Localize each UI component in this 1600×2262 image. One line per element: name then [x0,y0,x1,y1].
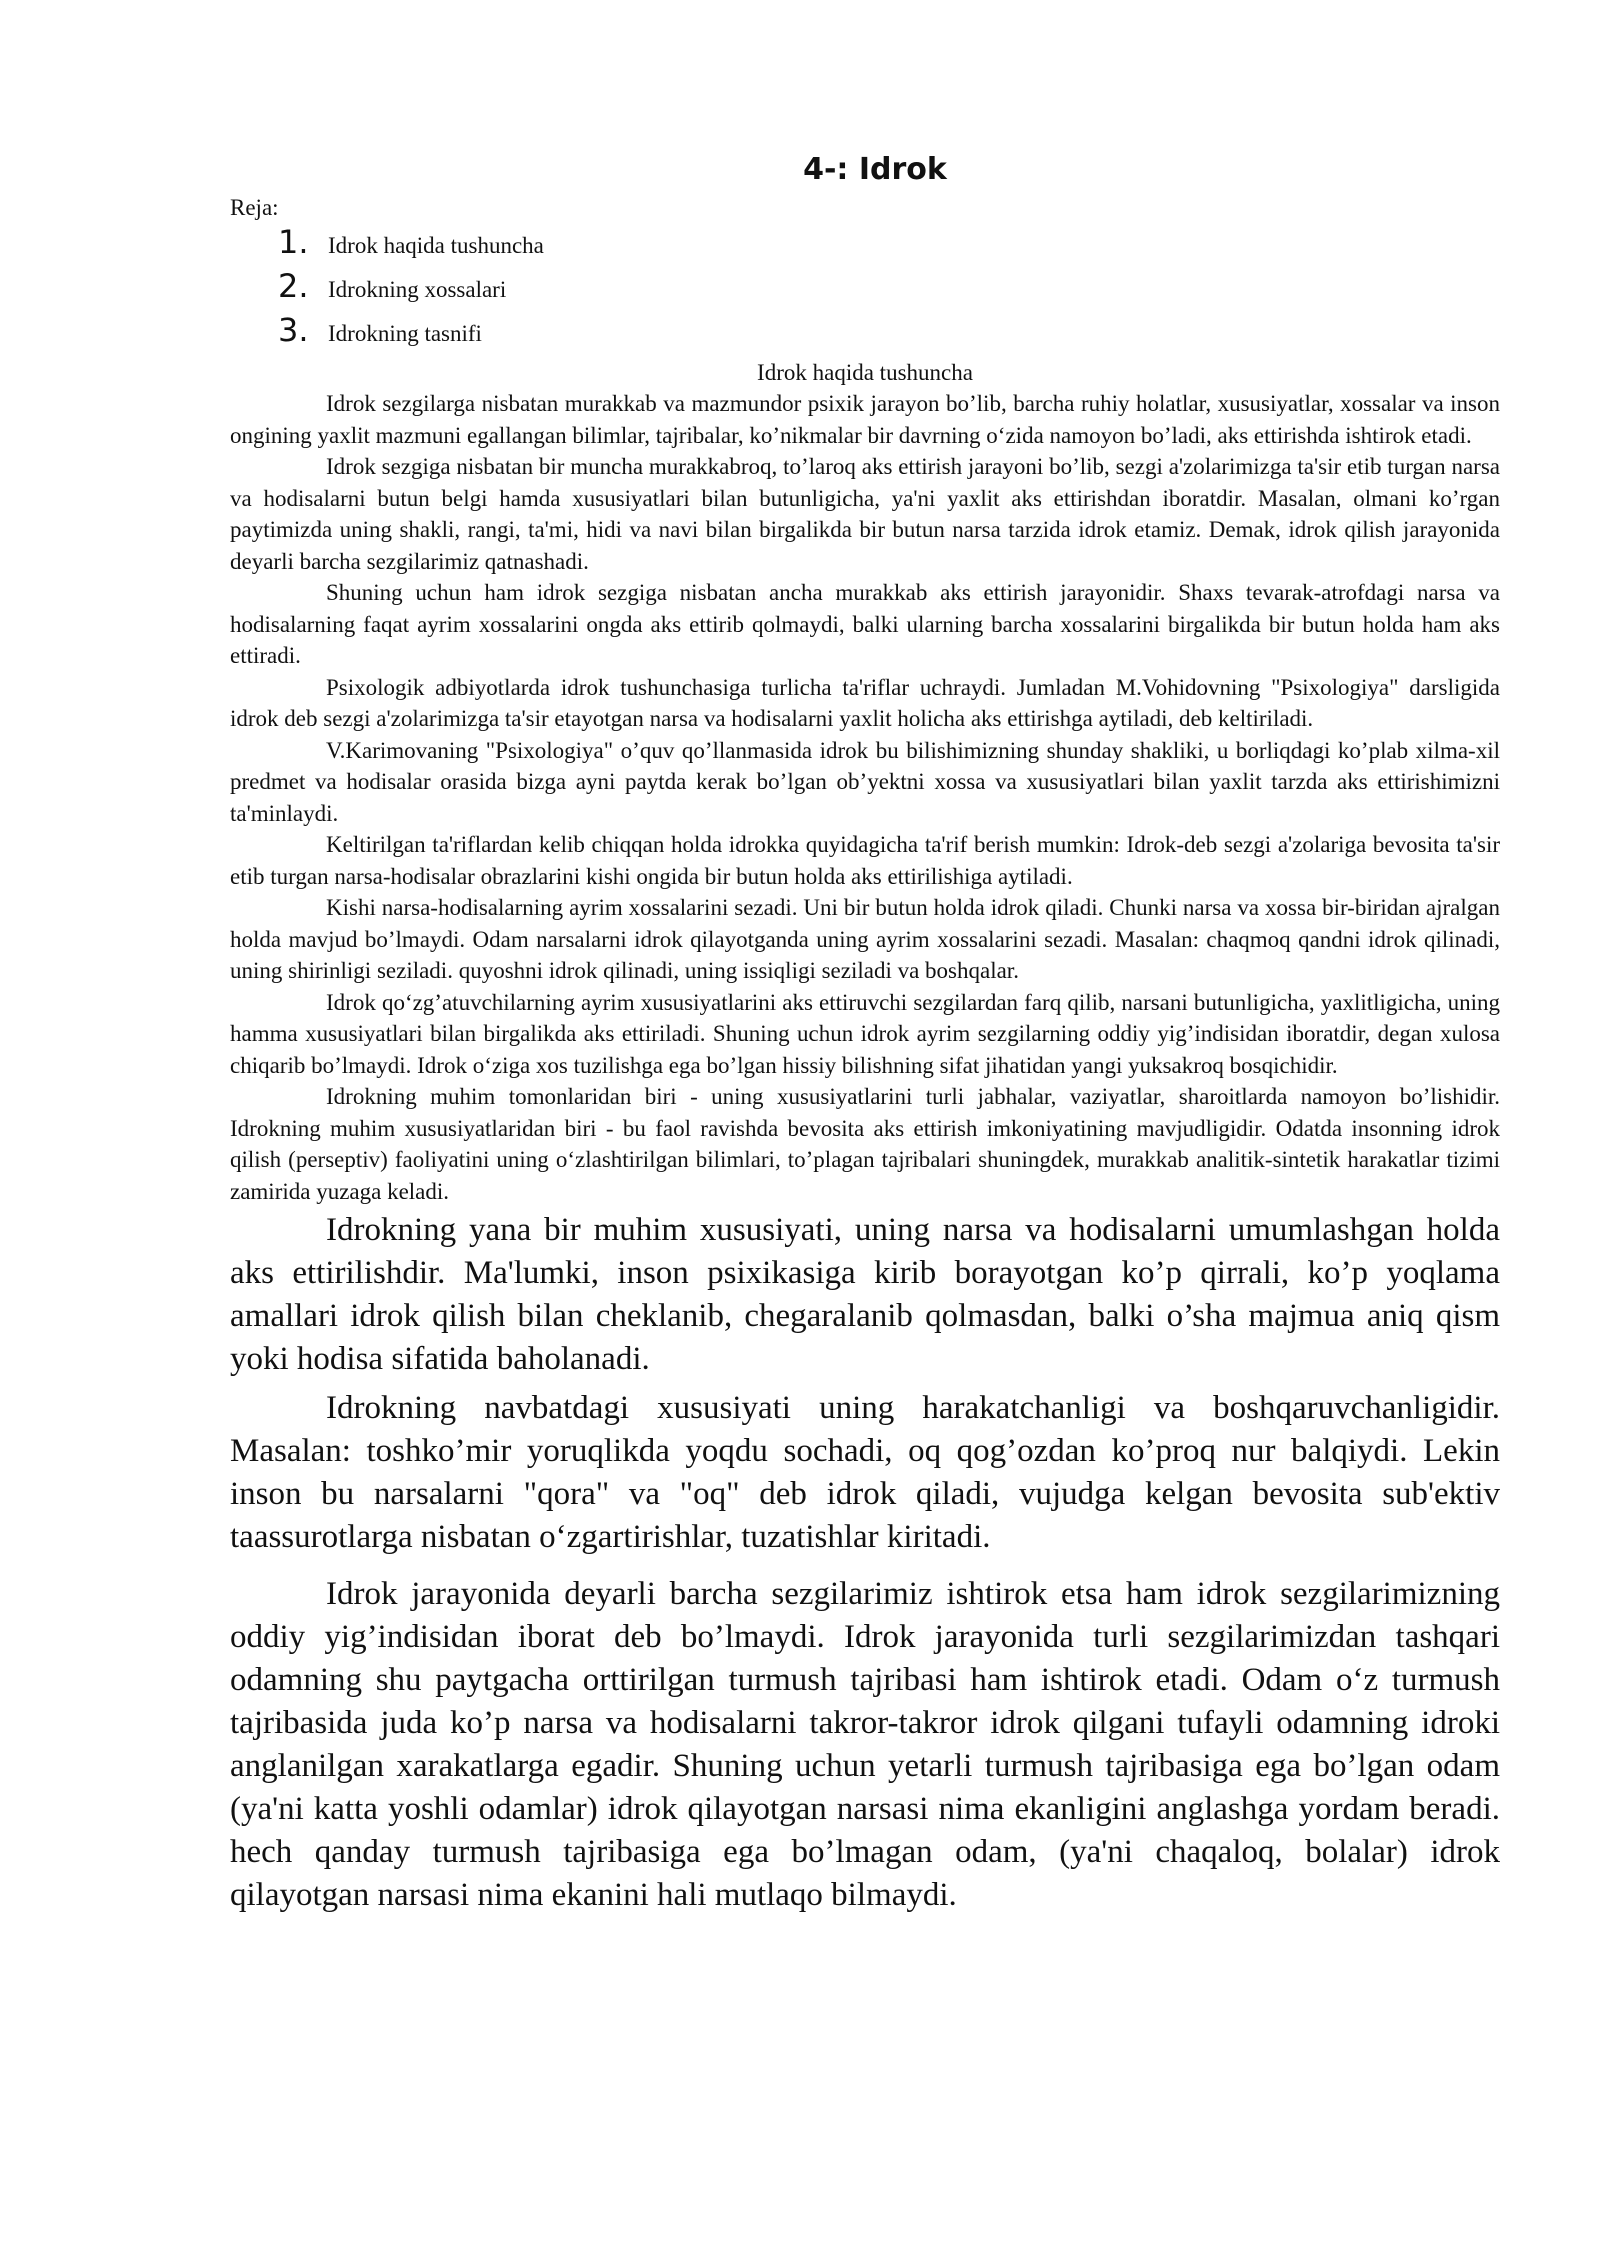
plan-item-number: 3. [278,311,309,349]
document-title: 4-: Idrok [803,152,947,187]
body-paragraph: Idrok sezgilarga nisbatan murakkab va mazmundor psixik jarayon bo’lib, barcha ruhiy holatlar, xususiyatlar, xossalar va inson ongining yaxlit mazmuni egallangan bilimlar, tajribalar, ko’nikmalar bir davrning o‘zida namoyon bo’ladi, aks ettirishda ishtirok etadi. [230,391,1500,448]
body-paragraph-large: Idrok jarayonida deyarli barcha sezgilarimiz ishtirok etsa ham idrok sezgilarimizning oddiy yig’indisidan iborat deb bo’lmaydi. Idrok jarayonida turli sezgilarimizdan tashqari odamning shu paytgacha orttirilgan turmush tajribasi ham ishtirok etadi. Odam o‘z turmush tajribasida juda ko’p narsa va hodisalarni takror-takror idrok qilgani tufayli odamning idroki anglanilgan xarakatlarga egadir. Shuning uchun yetarli turmush tajribasiga ega bo’lgan odam (ya'ni katta yoshli odamlar) idrok qilayotgan narsasi nima ekanligini anglashga yordam beradi. hech qanday turmush tajribasiga ega bo’lmagan odam, (ya'ni chaqaloq, bolalar) idrok qilayotgan narsasi nima ekanini hali mutlaqo bilmaydi. [230,1576,1500,1913]
body-paragraph: Psixologik adbiyotlarda idrok tushunchasiga turlicha ta'riflar uchraydi. Jumladan M.Vohidovning "Psixologiya" darsligida idrok deb sezgi a'zolarimizga ta'sir etayotgan narsa va hodisalarni yaxlit holicha aks ettirishga aytiladi, deb keltiriladi. [230,674,1500,731]
body-paragraph: Keltirilgan ta'riflardan kelib chiqqan holda idrokka quyidagicha ta'rif berish mumkin: Idrok-deb sezgi a'zolariga bevosita ta'sir etib turgan narsa-hodisalar obrazlarini kishi ongida bir butun holda aks ettirilishiga aytiladi. [230,832,1500,889]
body-paragraph: Idrok qo‘zg’atuvchilarning ayrim xususiyatlarini aks ettiruvchi sezgilardan farq qilib, narsani butunligicha, yaxlitligicha, uning hamma xususiyatlari bilan birgalikda aks ettiriladi. Shuning uchun idrok ayrim sezgilarning oddiy yig’indisidan iboratdir, degan xulosa chiqarib bo’lmaydi. Idrok o‘ziga xos tuzilishga ega bo’lgan hissiy bilishning sifat jihatidan yangi yuksakroq bosqichidir. [230,989,1500,1078]
body-paragraph: V.Karimovaning "Psixologiya" o’quv qo’llanmasida idrok bu bilishimizning shunday shakliki, u borliqdagi ko’plab xilma-xil predmet va hodisalar orasida bizga ayni paytda kerak bo’lgan ob’yektni xossa va xususiyatlari bilan yaxlit tarzda aks ettirishimizni ta'minlaydi. [230,737,1500,826]
plan-item-text: Idrok haqida tushuncha [328,233,544,258]
body-paragraph-large: Idrokning navbatdagi xususiyati uning harakatchanligi va boshqaruvchanligidir. Masalan: toshko’mir yoruqlikda yoqdu sochadi, oq qog’ozdan ko’proq nur balqiydi. Lekin inson bu narsalarni "qora" va "oq" deb idrok qiladi, vujudga kelgan bevosita sub'ektiv taassurotlarga nisbatan o‘zgartirishlar, tuzatishlar kiritadi. [230,1390,1500,1555]
plan-label: Reja: [230,195,279,220]
plan-item [230,311,1500,355]
body-paragraph-large: Idrokning yana bir muhim xususiyati, uning narsa va hodisalarni umumlashgan holda aks ettirilishdir. Ma'lumki, inson psixikasiga kirib borayotgan ko’p qirrali, ko’p yoqlama amallari idrok qilish bilan cheklanib, chegaralanib qolmasdan, balki o’sha majmua aniq qism yoki hodisa sifatida baholanadi. [230,1212,1500,1377]
document-page [230,140,1500,1917]
body-paragraph: Idrok sezgiga nisbatan bir muncha murakkabroq, to’laroq aks ettirish jarayoni bo’lib, sezgi a'zolarimizga ta'sir etib turgan narsa va hodisalarni butun belgi hamda xususiyatlari bilan butunligicha, ya'ni yaxlit aks ettirishdan iboratdir. Masalan, olmani ko’rgan paytimizda uning shakli, rangi, ta'mi, hidi va navi bilan birgalikda bir butun narsa tarzida idrok etamiz. Demak, idrok qilish jarayonida deyarli barcha sezgilarimiz qatnashadi. [230,454,1500,574]
body-paragraph: Kishi narsa-hodisalarning ayrim xossalarini sezadi. Uni bir butun holda idrok qiladi. Chunki narsa va xossa bir-biridan ajralgan holda mavjud bo’lmaydi. Odam narsalarni idrok qilayotganda uning ayrim xossalarini sezadi. Masalan: chaqmoq qandni idrok qilinadi, uning shirinligi seziladi. quyoshni idrok qilinadi, uning issiqligi seziladi va boshqalar. [230,895,1500,983]
plan-item-text: Idrokning xossalari [328,277,507,302]
body-paragraph: Shuning uchun ham idrok sezgiga nisbatan ancha murakkab aks ettirish jarayonidir. Shaxs tevarak-atrofdagi narsa va hodisalarning faqat ayrim xossalarini ongda aks ettirib qolmaydi, balki ularning barcha xossalarini birgalikda bir butun holda ham aks ettiradi. [230,580,1500,668]
plan-item [230,223,1500,267]
plan-item-text: Idrokning tasnifi [328,321,482,346]
body-paragraph: Idrokning muhim tomonlaridan biri - uning xususiyatlarini turli jabhalar, vaziyatlar, sharoitlarda namoyon bo’lishidir. Idrokning muhim xususiyatlaridan biri - bu faol ravishda bevosita aks ettirish imkoniyatining mavjudligidir. Odatda insonning idrok qilish (perseptiv) faoliyatini uning o‘zlashtirilgan bilimlari, to’plagan tajribalari shuningdek, murakkab analitik-sintetik harakatlar tizimi zamirida yuzaga keladi. [230,1084,1500,1204]
plan-list [230,223,1500,355]
plan-item-number: 1. [278,223,309,261]
plan-item-number: 2. [278,267,309,305]
section-heading: Idrok haqida tushuncha [757,360,973,385]
plan-item [230,267,1500,311]
